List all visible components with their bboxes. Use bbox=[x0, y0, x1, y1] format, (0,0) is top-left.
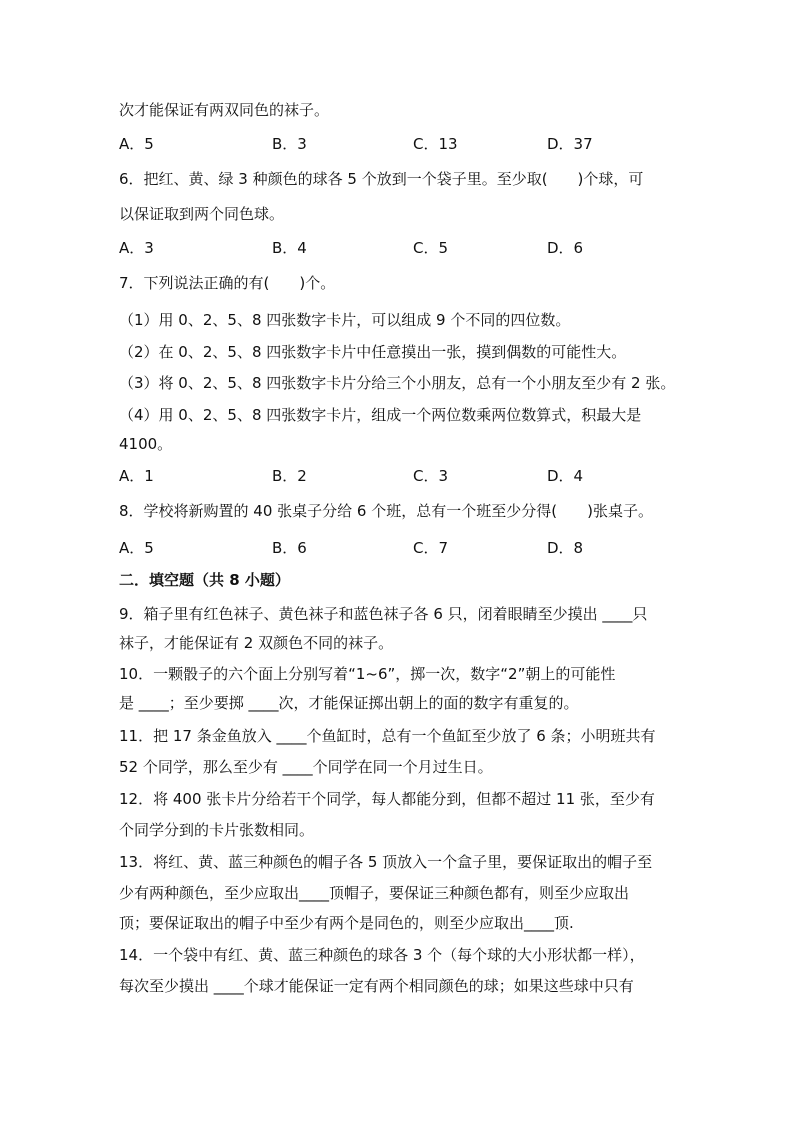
q7-statement-3: （3）将 0、2、5、8 四张数字卡片分给三个小朋友，总有一个小朋友至少有 2 张。 bbox=[119, 374, 676, 392]
q13-line2: 少有两种颜色，至少应取出____顶帽子，要保证三种颜色都有，则至少应取出 bbox=[119, 884, 630, 902]
q6-line2: 以保证取到两个同色球。 bbox=[119, 205, 285, 223]
q6-option-d: D．6 bbox=[547, 239, 584, 257]
q7-statement-4a: （4）用 0、2、5、8 四张数字卡片，组成一个两位数乘两位数算式，积最大是 bbox=[119, 406, 642, 424]
q5-text-tail: 次才能保证有两双同色的袜子。 bbox=[119, 101, 330, 119]
q9-line1: 9．箱子里有红色袜子、黄色袜子和蓝色袜子各 6 只，闭着眼睛至少摸出 ____只 bbox=[119, 605, 648, 623]
q7-option-d: D．4 bbox=[547, 467, 584, 485]
q6-option-a: A．3 bbox=[119, 239, 154, 257]
q7-statement-1: （1）用 0、2、5、8 四张数字卡片，可以组成 9 个不同的四位数。 bbox=[119, 311, 571, 329]
q9-line2: 袜子，才能保证有 2 双颜色不同的袜子。 bbox=[119, 634, 394, 652]
q8-stem: 8．学校将新购置的 40 张桌子分给 6 个班，总有一个班至少分得( )张桌子。 bbox=[119, 502, 653, 520]
q7-stem: 7．下列说法正确的有( )个。 bbox=[119, 274, 336, 292]
q7-statement-2: （2）在 0、2、5、8 四张数字卡片中任意摸出一张，摸到偶数的可能性大。 bbox=[119, 343, 627, 361]
q11-line1: 11．把 17 条金鱼放入 ____个鱼缸时，总有一个鱼缸至少放了 6 条；小明班共有 bbox=[119, 727, 656, 745]
q7-option-b: B．2 bbox=[272, 467, 307, 485]
q8-option-d: D．8 bbox=[547, 539, 584, 557]
q7-option-a: A．1 bbox=[119, 467, 154, 485]
q11-line2: 52 个同学，那么至少有 ____个同学在同一个月过生日。 bbox=[119, 758, 493, 776]
q8-option-a: A．5 bbox=[119, 539, 154, 557]
q7-option-c: C．3 bbox=[413, 467, 449, 485]
q8-option-b: B．6 bbox=[272, 539, 307, 557]
q14-line1: 14．一个袋中有红、黄、蓝三种颜色的球各 3 个（每个球的大小形状都一样）， bbox=[119, 946, 645, 964]
q13-line3: 顶；要保证取出的帽子中至少有两个是同色的，则至少应取出____顶. bbox=[119, 914, 574, 932]
section-heading: 二．填空题（共 8 小题） bbox=[119, 571, 290, 589]
q10-line1: 10．一颗骰子的六个面上分别写着“1~6”，掷一次，数字“2”朝上的可能性 bbox=[119, 665, 616, 683]
q12-line1: 12．将 400 张卡片分给若干个同学，每人都能分到，但都不超过 11 张，至少有 bbox=[119, 790, 655, 808]
q5-option-c: C．13 bbox=[413, 135, 458, 153]
q13-line1: 13．将红、黄、蓝三种颜色的帽子各 5 顶放入一个盒子里，要保证取出的帽子至 bbox=[119, 853, 653, 871]
q8-option-c: C．7 bbox=[413, 539, 449, 557]
q5-option-b: B．3 bbox=[272, 135, 307, 153]
q14-line2: 每次至少摸出 ____个球才能保证一定有两个相同颜色的球；如果这些球中只有 bbox=[119, 977, 634, 995]
q10-line2: 是 ____；至少要掷 ____次，才能保证掷出朝上的面的数字有重复的。 bbox=[119, 694, 579, 712]
q6-line1: 6．把红、黄、绿 3 种颜色的球各 5 个放到一个袋子里。至少取( )个球，可 bbox=[119, 170, 644, 188]
q5-option-a: A．5 bbox=[119, 135, 154, 153]
q7-statement-4b: 4100。 bbox=[119, 435, 173, 453]
q6-option-c: C．5 bbox=[413, 239, 449, 257]
q12-line2: 个同学分到的卡片张数相同。 bbox=[119, 821, 315, 839]
q6-option-b: B．4 bbox=[272, 239, 307, 257]
q5-option-d: D．37 bbox=[547, 135, 593, 153]
